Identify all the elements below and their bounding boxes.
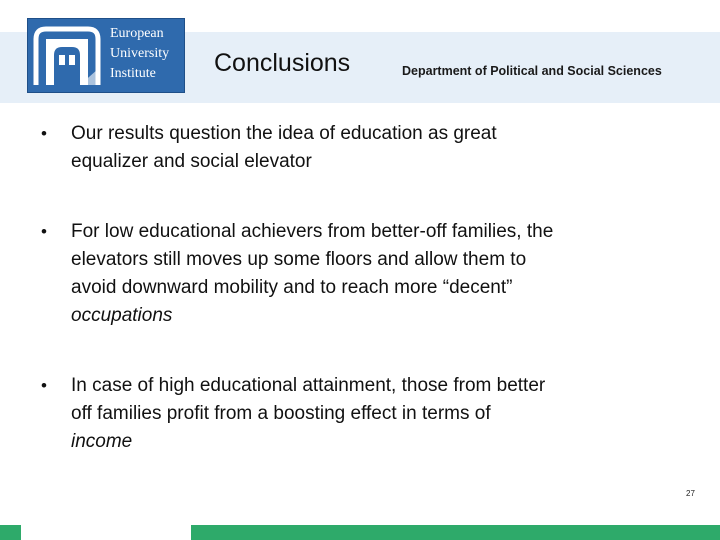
bullet-line: Our results question the idea of education as great <box>71 123 497 144</box>
bullet-dot: • <box>41 376 47 395</box>
bullet-dot: • <box>41 222 47 241</box>
logo-line-2: University <box>110 46 170 61</box>
logo-line-3: Institute <box>110 66 156 81</box>
footer-bar-left <box>0 525 21 540</box>
eui-logo <box>27 18 185 93</box>
footer-bar-right <box>191 525 720 540</box>
bullet-line: equalizer and social elevator <box>71 151 312 172</box>
slide-title: Conclusions <box>214 49 351 77</box>
bullet-text <box>71 372 651 456</box>
bullet-dot: • <box>41 124 47 143</box>
bullet-italic: occupations <box>71 305 173 326</box>
bullet-italic: income <box>71 431 133 452</box>
bullet-line: avoid downward mobility and to reach more “decent” <box>71 277 513 298</box>
building-icon <box>32 25 102 87</box>
bullet-line: elevators still moves up some floors and allow them to <box>71 249 527 270</box>
bullet-line: In case of high educational attainment, those from better <box>71 375 546 396</box>
department-name: Department of Political and Social Sciences <box>402 64 662 78</box>
logo-line-1: European <box>110 26 164 41</box>
bullet-text <box>71 218 651 330</box>
bullet-line: off families profit from a boosting effect in terms of <box>71 403 491 424</box>
page-number: 27 <box>686 489 695 498</box>
bullet-line: For low educational achievers from better-off families, the <box>71 221 554 242</box>
bullet-text <box>71 120 651 176</box>
logo-text <box>110 24 182 84</box>
